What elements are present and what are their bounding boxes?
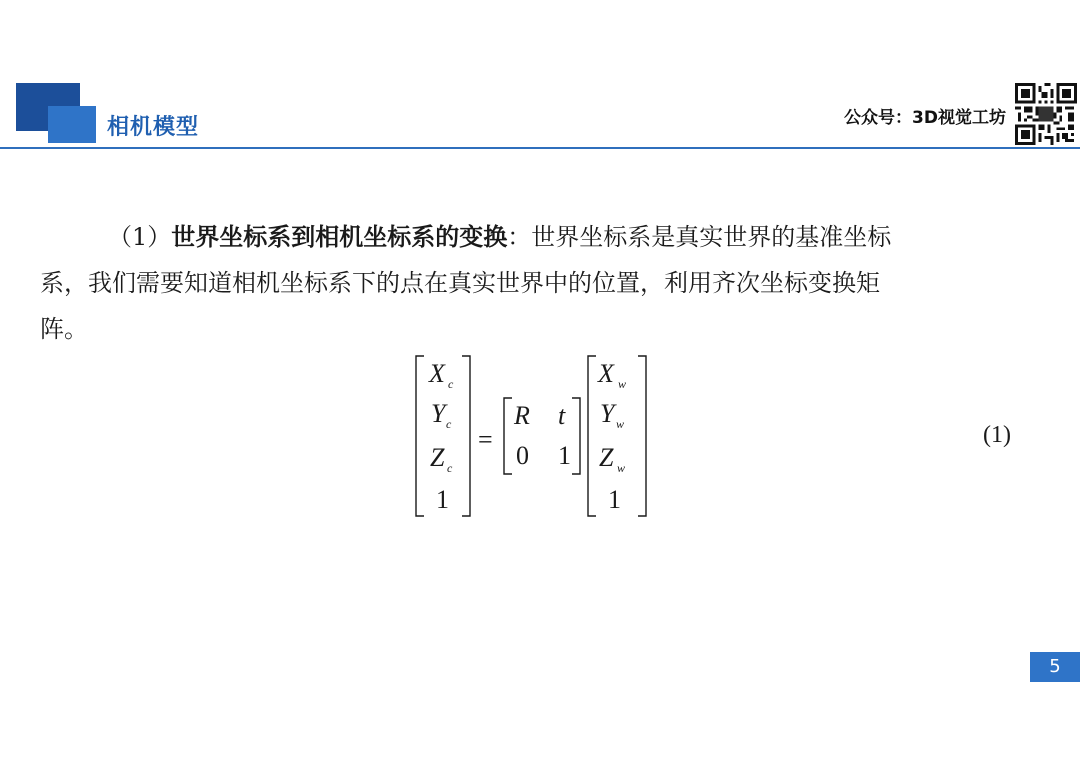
camera-z: Z	[430, 443, 445, 472]
right-bracket-world	[638, 356, 646, 516]
camera-one: 1	[436, 485, 449, 514]
world-y-sub: w	[616, 417, 625, 431]
section-number: （1）	[108, 223, 172, 251]
camera-z-sub: c	[447, 461, 453, 475]
world-one: 1	[608, 485, 621, 514]
paragraph-line-3: 阵。	[40, 315, 88, 343]
header-decor-light-square	[48, 106, 96, 143]
world-x: X	[598, 359, 614, 388]
camera-y-sub: c	[446, 417, 452, 431]
camera-x-sub: c	[448, 377, 454, 391]
world-y: Y	[600, 399, 615, 428]
left-bracket-matrix	[504, 398, 512, 474]
matrix-t: t	[558, 401, 566, 430]
matrix-r: R	[514, 401, 530, 430]
camera-x: X	[429, 359, 445, 388]
camera-y: Y	[431, 399, 446, 428]
page-number-badge: 5	[1030, 652, 1080, 682]
right-bracket-matrix	[572, 398, 580, 474]
qr-code-icon	[1015, 83, 1077, 145]
body-paragraph	[40, 214, 1030, 352]
world-x-sub: w	[618, 377, 627, 391]
right-bracket-camera	[462, 356, 470, 516]
left-bracket-world	[588, 356, 596, 516]
world-z: Z	[599, 443, 614, 472]
equals-sign: =	[478, 425, 493, 454]
header-divider	[0, 147, 1080, 149]
world-z-sub: w	[617, 461, 626, 475]
account-label: 公众号：3D视觉工坊	[844, 108, 1006, 128]
paragraph-line-1	[40, 214, 1030, 260]
equation-number: (1)	[983, 422, 1011, 448]
matrix-one: 1	[558, 441, 571, 470]
paragraph-line-2: 系，我们需要知道相机坐标系下的点在真实世界中的位置，利用齐次坐标变换矩	[40, 269, 880, 297]
transform-equation	[412, 352, 652, 522]
left-bracket-camera	[416, 356, 424, 516]
page-title: 相机模型	[107, 115, 200, 140]
matrix-zero: 0	[516, 441, 529, 470]
paragraph-text-1: ：世界坐标系是真实世界的基准坐标	[507, 223, 892, 251]
section-heading: 世界坐标系到相机坐标系的变换	[171, 222, 508, 251]
